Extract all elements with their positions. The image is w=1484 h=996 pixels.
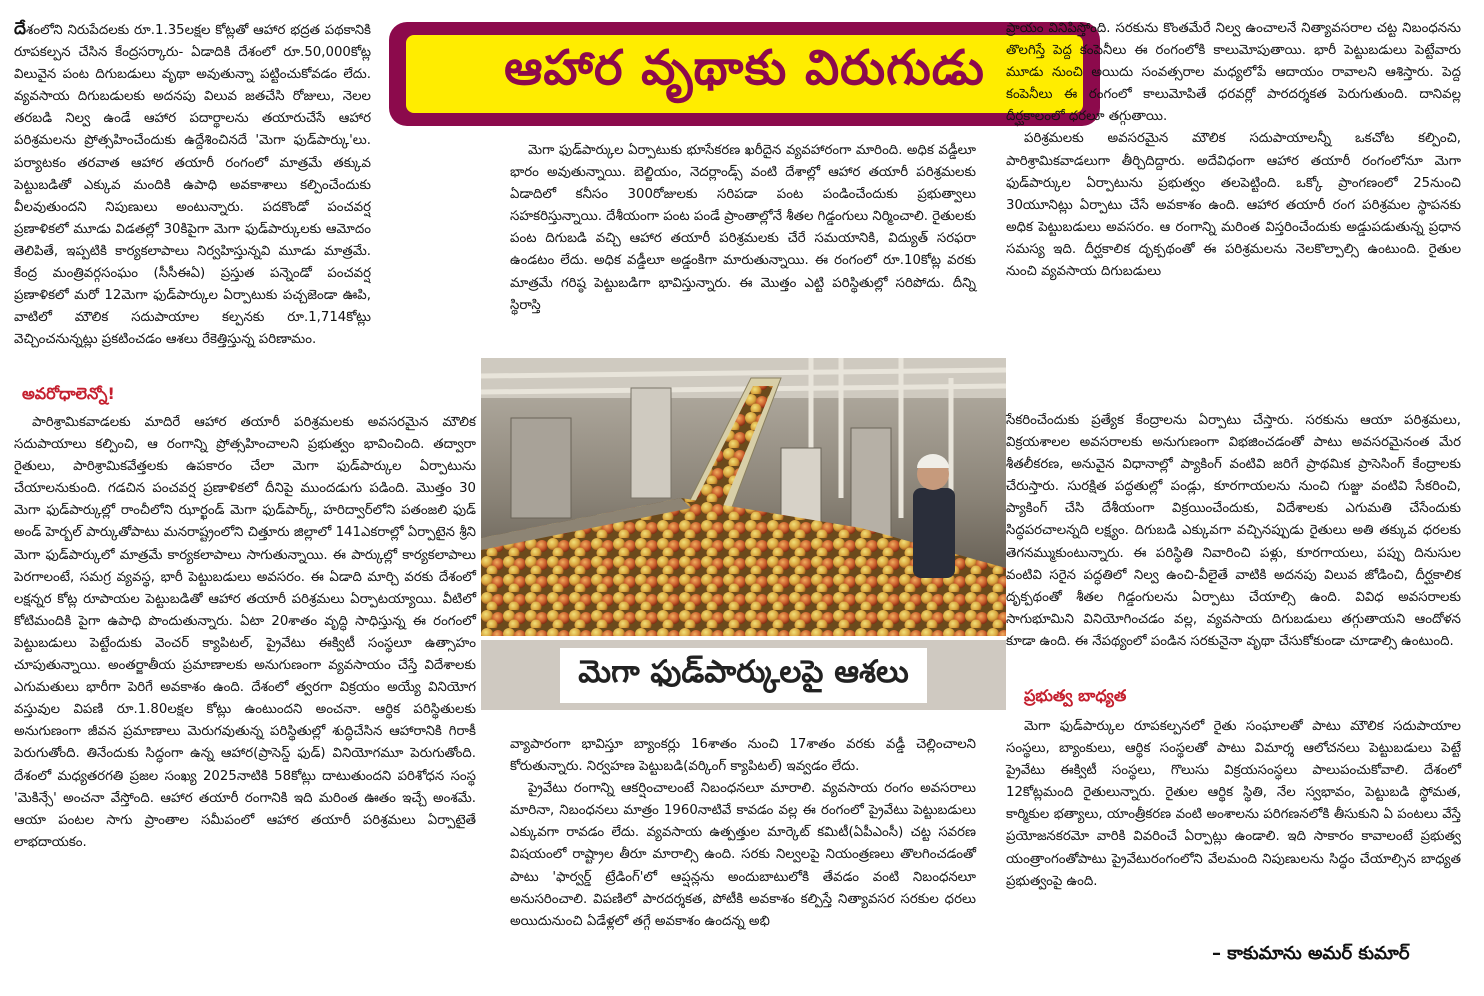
- paragraph: [14, 18, 371, 351]
- subheading-govt-responsibility: ప్రభుత్వ బాధ్యత: [1024, 686, 1127, 705]
- article-column-3-middle: [1006, 410, 1461, 653]
- article-column-1-top: [14, 18, 371, 351]
- article-column-2-top: [510, 140, 976, 317]
- subheading-obstacles: అవరోధాలెన్నో!: [22, 384, 115, 403]
- drop-cap: దే: [14, 19, 27, 39]
- article-column-3-bottom: [1006, 716, 1461, 893]
- paragraph: మెగా ఫుడ్‌పార్కుల ఏర్పాటుకు భూసేకరణ ఖరీదైన వ్యవహారంగా మారింది. అధిక వడ్డీలూ భారం అవుతున్నాయి. బెల్జియం, నెదర్లాండ్స్ వంటి దేశాల్లో ఆహార తయారీ పరిశ్రమలకు ఏడాదిలో కనీసం 300రోజులకు సరిపడా పంట పండించేందుకు ప్రభుత్వాలు సహకరిస్తున్నాయి. దేశీయంగా పంట పండే ప్రాంతాల్లోనే శీతల గిడ్డంగులు నిర్మించాలి. రైతులకు పంట దిగుబడి వచ్చి ఆహార తయారీ పరిశ్రమలకు చేరే సమయానికి, విద్యుత్ సరఫరా ఉండటం లేదు. అధిక వడ్డీలూ అడ్డంకిగా మారుతున్నాయి. ఈ రంగంలో రూ.10కోట్ల వరకు మాత్రమే గరిష్ఠ పెట్టుబడిగా భావిస్తున్నారు. ఈ మొత్తం ఎట్టి పరిస్థితుల్లో సరిపోదు. దీన్ని స్థిరాస్తి: [510, 143, 976, 313]
- paragraph: పరిశ్రమలకు అవసరమైన మౌలిక సదుపాయాలన్నీ ఒకచోట కల్పించి, పారిశ్రామికవాడలుగా తీర్చిదిద్దారు. అదేవిధంగా ఆహార తయారీ రంగంలోనూ మెగా ఫుడ్‌పార్కుల ఏర్పాటును ప్రభుత్వం తలపెట్టింది. ఒక్కో ప్రాంగణంలో 25నుంచి 30యూనిట్లు ఏర్పాటు చేసే అవకాశం ఉంది. ఆహార తయారీ రంగ పరిశ్రమల స్థాపనకు అధిక పెట్టుబడులు అవసరం. ఆ రంగాన్ని మరింత విస్తరించేందుకు అడ్డుపడుతున్న ప్రధాన సమస్య ఇది. దీర్ఘకాలిక దృక్పథంతో ఈ పరిశ్రమలను నెలకొల్పాల్సి ఉంటుంది. రైతుల నుంచి వ్యవసాయ దిగుబడులు: [1006, 131, 1461, 280]
- paragraph: ప్రైవేటు రంగాన్ని ఆకర్షించాలంటే నిబంధనలూ మారాలి. వ్యవసాయ రంగం అవసరాలు మారినా, నిబంధనలు మాత్రం 1960నాటివే కావడం వల్ల ఈ రంగంలో ప్రైవేటు పెట్టుబడులు ఎక్కువగా రావడం లేదు. వ్యవసాయ ఉత్పత్తుల మార్కెట్ కమిటీ(ఏపీఎంసీ) చట్ట సవరణ విషయంలో రాష్ట్రాల తీరూ మారాల్సి ఉంది. సరకు నిల్వలపై నియంత్రణలు తొలగించడంతో పాటు 'ఫార్వర్డ్ ట్రేడింగ్'లో ఆప్షన్లను అందుబాటులోకి తేవడం వంటి నిబంధనలూ అనుసరించాలి. విపణిలో పారదర్శకత, పోటీకి అవకాశం కల్పిస్తే నిత్యావసర సరకుల ధరలు అయిదునుంచి ఏడేళ్లలో తగ్గే అవకాశం ఉందన్న అభి: [510, 781, 976, 929]
- paragraph: వ్యాపారంగా భావిస్తూ బ్యాంకర్లు 16శాతం నుంచి 17శాతం వరకు వడ్డీ చెల్లించాలని కోరుతున్నారు. నిర్వహణ పెట్టుబడి(వర్కింగ్ క్యాపిటల్) ఇవ్వడం లేదు.: [510, 737, 976, 775]
- photo-caption-box: [481, 640, 1006, 710]
- paragraph: మెగా ఫుడ్‌పార్కుల రూపకల్పనలో రైతు సంఘాలతో పాటు మౌలిక సదుపాయాల సంస్థలు, బ్యాంకులు, ఆర్థిక సంస్థలతో పాటు విమార్శ ఆలోచనలు పెట్టుబడులు పెట్టే ప్రైవేటు ఈక్విటీ సంస్థలు, గొలుసు విక్రయసంస్థలు పాలుపంచుకోవాలి. దేశంలో 12కోట్లమంది రైతులున్నారు. రైతుల ఆర్థిక స్థితి, నేల స్వభావం, పెట్టుబడి స్థోమత, కార్మికుల భత్యాలు, యాంత్రీకరణ వంటి అంశాలను పరిగణనలోకి తీసుకుని ఏ పంటలు వేస్తే ప్రయోజనకరమో వారికి వివరించే ఏర్పాట్లు ఉండాలి. ఇది సాకారం కావాలంటే ప్రభుత్వ యంత్రాంగంతోపాటు ప్రైవేటురంగంలోని వేలమంది నిపుణులను సిద్ధం చేయాల్సిన బాధ్యత ప్రభుత్వంపై ఉంది.: [1006, 719, 1461, 889]
- author-byline: – కాకుమాను అమర్ కుమార్: [1212, 943, 1410, 964]
- paragraph-text: శంలోని నిరుపేదలకు రూ.1.35లక్షల కోట్లతో ఆహార భద్రత పథకానికి రూపకల్పన చేసిన కేంద్రసర్కారు- ఏడాదికి దేశంలో రూ.50,000కోట్ల విలువైన పంట దిగుబడులు వృథా అవుతున్నా పట్టించుకోవడం లేదు. వ్యవసాయ దిగుబడులకు అదనపు విలువ జతచేసి రోజులు, నెలల తరబడి నిల్వ ఉండే ఆహార పదార్థాలను తయారుచేసే ఆహార పరిశ్రమలను ప్రోత్సహించేందుకు ఉద్దేశించినదే 'మెగా ఫుడ్‌పార్కు'లు. పర్యాటకం తరవాత ఆహార తయారీ రంగంలో మాత్రమే తక్కువ పెట్టుబడితో ఎక్కువ మందికి ఉపాధి అవకాశాలు కల్పించేందుకు వీలవుతుందని నిపుణులు అంటున్నారు. పదకొండో పంచవర్ష ప్రణాళికలో మూడు విడతల్లో 30కిపైగా మెగా ఫుడ్‌పార్కులకు ఆమోదం తెలిపితే, ఇప్పటికి కార్యకలాపాలు నిర్వహిస్తున్నవి మూడు మాత్రమే. కేంద్ర మంత్రివర్గసంఘం (సీసీఈఏ) ప్రస్తుత పన్నెండో పంచవర్ష ప్రణాళికలో మరో 12మెగా ఫుడ్‌పార్కుల ఏర్పాటుకు పచ్చజెండా ఊపి, వాటిలో మౌలిక సదుపాయాల కల్పనకు రూ.1,714కోట్లు వెచ్చించనున్నట్లు ప్రకటించడం ఆశలు రేకెత్తిస్తున్న పరిణామం.: [14, 23, 371, 348]
- photo-caption: మెగా ఫుడ్‌పార్కులపై ఆశలు: [560, 648, 926, 703]
- food-processing-factory-image: [481, 358, 1006, 636]
- article-column-2-bottom: [510, 734, 976, 933]
- factory-photo-illustration: [481, 358, 1006, 636]
- headline-banner: [389, 22, 1100, 126]
- headline: ఆహార వృథాకు విరుగుడు: [406, 35, 1083, 113]
- paragraph: పారిశ్రామికవాడలకు మాదిరే ఆహార తయారీ పరిశ్రమలకు అవసరమైన మౌలిక సదుపాయాలు కల్పించి, ఆ రంగాన్ని ప్రోత్సహించాలని ప్రభుత్వం భావించింది. తద్వారా రైతులు, పారిశ్రామికవేత్తలకు ఉపకారం చేలా మెగా ఫుడ్‌పార్కుల ఏర్పాటును చేయాలనుకుంది. గడచిన పంచవర్ష ప్రణాళికలో దీనిపై ముందడుగు పడింది. మొత్తం 30 మెగా ఫుడ్‌పార్కుల్లో రాంచీలోని ఝార్ఖండ్ మెగా ఫుడ్‌పార్క్, హరిద్వార్‌లోని పతంజలి ఫుడ్ అండ్ హెర్బల్ పార్కుతోపాటు మనరాష్ట్రంలోని చిత్తూరు జిల్లాలో 141ఎకరాల్లో ఏర్పాటైన శ్రీని మెగా ఫుడ్‌పార్కులో మాత్రమే కార్యకలాపాలు సాగుతున్నాయి. ఈ పార్కుల్లో కార్యకలాపాలు పెరగాలంటే, సమగ్ర వ్యవస్థ, భారీ పెట్టుబడులు అవసరం. ఈ ఏడాది మార్చి వరకు దేశంలో లక్షన్నర కోట్ల రూపాయల పెట్టుబడితో ఆహార తయారీ పరిశ్రమలు ఏర్పాటయ్యాయి. వీటిలో కోటిమందికి పైగా ఉపాధి పొందుతున్నారు. ఏటా 20శాతం వృద్ధి సాధిస్తున్న ఈ రంగంలో పెట్టుబడులు పెట్టేందుకు వెంచర్ క్యాపిటల్, ప్రైవేటు ఈక్విటీ సంస్థలూ ఉత్సాహం చూపుతున్నాయి. అంతర్జాతీయ ప్రమాణాలకు అనుగుణంగా వ్యవసాయం చేస్తే విదేశాలకు ఎగుమతులు భారీగా పెరిగే అవకాశం ఉంది. దేశంలో త్వరగా విక్రయం అయ్యే వినియోగ వస్తువుల విపణి రూ.1.80లక్షల కోట్లు ఉంటుందని అంచనా. ఆర్థిక పరిస్థితులకు అనుగుణంగా జీవన ప్రమాణాలు మెరుగవుతున్న పరిస్థితుల్లో శుద్ధిచేసిన ఆహారానికి గిరాకీ పెరుగుతోంది. తినేందుకు సిద్ధంగా ఉన్న ఆహార(ప్రాసెస్డ్ ఫుడ్) వినియోగమూ పెరుగుతోంది. దేశంలో మధ్యతరగతి ప్రజల సంఖ్య 2025నాటికి 58కోట్లు దాటుతుందని పరిశోధన సంస్థ 'మెకిన్సే' అంచనా వేస్తోంది. ఆహార తయారీ రంగానికి ఇది మరింత ఊతం ఇచ్చే అంశమే. ఆయా పంటల సాగు ప్రాంతాల సమీపంలో ఆహార తయారీ పరిశ్రమలు ఏర్పాటైతే లాభదాయకం.: [14, 415, 476, 850]
- paragraph: సేకరించేందుకు ప్రత్యేక కేంద్రాలను ఏర్పాటు చేస్తారు. సరకును ఆయా పరిశ్రమలు, విక్రయశాలల అవసరాలకు అనుగుణంగా విభజించడంతో పాటు అవసరమైనంత మేర శీతలీకరణ, అనువైన విధానాల్లో ప్యాకింగ్ వంటివి జరిగే ప్రాథమిక ప్రాసెసింగ్ కేంద్రాలకు చేరుస్తారు. సురక్షిత పద్ధతుల్లో పండ్లు, కూరగాయలను నుంచి గుజ్జు వంటివి సేకరించి, ప్యాకింగ్ చేసి దేశీయంగా విక్రయించేందుకు, విదేశాలకు ఎగుమతి చేసేందుకు సిద్ధపరచాలన్నది లక్ష్యం. దిగుబడి ఎక్కువగా వచ్చినప్పుడు రైతులు అతి తక్కువ ధరలకు తెగనమ్ముకుంటున్నారు. ఈ పరిస్థితి నివారించి పళ్లు, కూరగాయలు, పప్పు దినుసుల వంటివి సరైన పద్ధతిలో నిల్వ ఉంచి-వీలైతే వాటికి అదనపు విలువ జోడించి, దీర్ఘకాలిక దృక్పథంతో శీతల గిడ్డంగులను ఏర్పాటు చేయాల్సి ఉంది. వివిధ అవసరాలకు సాగుభూమిని వినియోగించడం వల్ల, వ్యవసాయ దిగుబడులు తగ్గుతాయని ఆందోళన కూడా ఉంది. ఈ నేపథ్యంలో పండిన సరకునైనా వృథా చేసుకోకుండా చూడాల్సి ఉంటుంది.: [1006, 413, 1461, 649]
- article-column-1-bottom: [14, 412, 476, 854]
- article-column-3-top: [1006, 18, 1461, 283]
- paragraph: ప్రాయం వినిపిస్తోంది. సరకును కొంతమేరే నిల్వ ఉంచాలనే నిత్యావసరాల చట్ట నిబంధనను తొలగిస్తే పెద్ద కంపెనీలు ఈ రంగంలోకి కాలుమోపుతాయి. భారీ పెట్టుబడులు పెట్టేవారు మూడు నుంచి అయిదు సంవత్సరాల మధ్యలోపే ఆదాయం రావాలని ఆశిస్తారు. పెద్ద కంపెనీలు ఈ రంగంలో కాలుమోపితే ధరవర్లో పారదర్శకత పెరుగుతుంది. దానివల్ల దీర్ఘకాలంలో ధరలూ తగ్గుతాయి.: [1006, 21, 1461, 125]
